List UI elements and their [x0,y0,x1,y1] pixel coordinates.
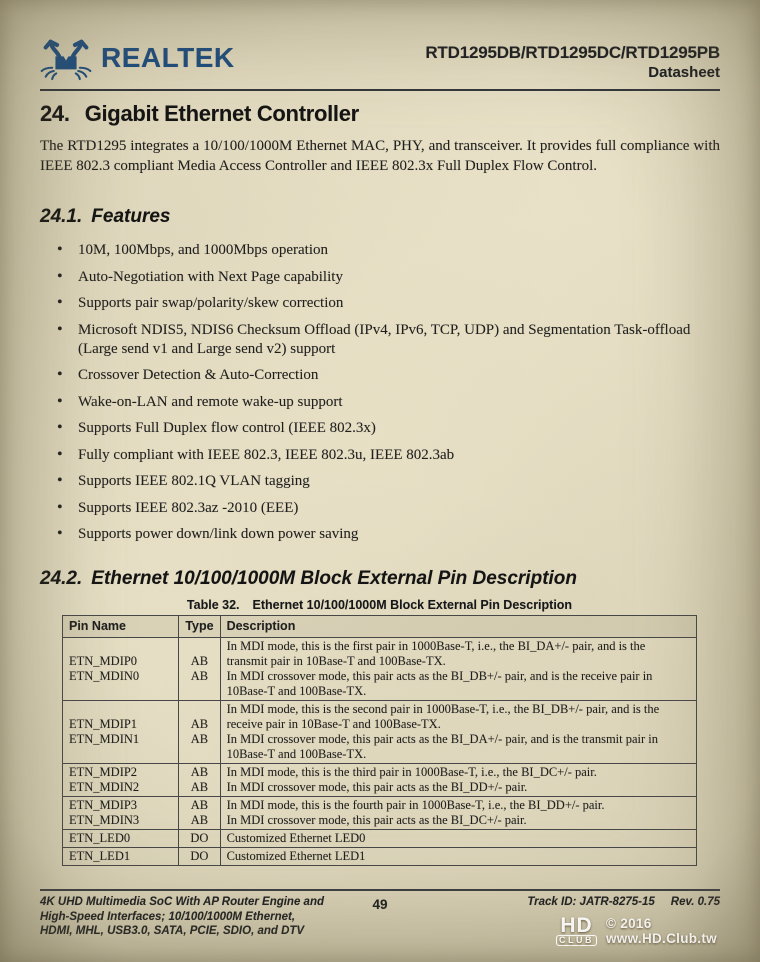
feature-item: • Crossover Detection & Auto-Correction [40,366,720,385]
realtek-logo [40,34,235,82]
pin-description-cell: In MDI mode, this is the third pair in 1000Base-T, i.e., the BI_DC+/- pair. In MDI crossover mode, this pair acts as the BI_DD+/- pair. [220,764,696,797]
revision: Rev. 0.75 [670,896,720,908]
features-heading [40,206,720,228]
table-caption [62,598,697,612]
pin-name-cell: ETN_MDIP2 ETN_MDIN2 [63,764,179,797]
pin-heading-number: 24.2. [40,568,83,589]
table-caption-text: Ethernet 10/100/1000M Block External Pin Description [252,598,573,612]
column-header-type: Type [179,616,220,638]
track-id: Track ID: JATR-8275-15 [527,896,655,908]
pin-description-table [62,615,697,866]
feature-item: • Fully compliant with IEEE 802.3, IEEE 802.3u, IEEE 802.3ab [40,446,720,465]
pin-type-cell: DO [179,830,220,848]
feature-item: • 10M, 100Mbps, and 1000Mbps operation [40,241,720,260]
pin-type-cell: AB AB [179,701,220,764]
pin-name-cell: ETN_LED0 [63,830,179,848]
pin-description-cell: In MDI mode, this is the second pair in 1000Base-T, i.e., the BI_DB+/- pair, and is the receive pair in 10Base-T and 100Base-TX. In MDI crossover mode, this pair acts as the BI_DA+/- pair, and is the transmit pair in 10Base-T and 100Base-TX. [220,701,696,764]
pin-type-cell: AB AB [179,797,220,830]
pin-name-cell: ETN_MDIP3 ETN_MDIN3 [63,797,179,830]
pin-name-cell: ETN_MDIP1 ETN_MDIN1 [63,701,179,764]
hdclub-watermark [556,913,760,946]
hdclub-logo-top: HD [560,913,593,937]
features-list [40,241,720,544]
pin-description-cell: Customized Ethernet LED0 [220,830,696,848]
header-doc-info [425,42,720,82]
table-row [63,830,697,848]
footer-description-line: HDMI, MHL, USB3.0, SATA, PCIE, SDIO, and DTV [40,925,305,937]
page-number: 49 [372,897,388,912]
pin-description-cell: In MDI mode, this is the first pair in 1000Base-T, i.e., the BI_DA+/- pair, and is the transmit pair in 10Base-T and 100Base-TX. In MDI crossover mode, this pair acts as the BI_DB+/- pair, and is the receive pair in 10Base-T and 100Base-TX. [220,638,696,701]
footer-description-line: High-Speed Interfaces; 10/100/1000M Ethernet, [40,910,296,923]
pin-name-cell: ETN_LED1 [63,848,179,866]
hdclub-logo-bottom: CLUB [556,935,597,946]
column-header-pin-name: Pin Name [63,616,179,638]
table-row [63,797,697,830]
pin-type-cell: AB AB [179,764,220,797]
table-row [63,638,697,701]
footer-description [40,895,370,939]
page-content [40,91,720,866]
feature-item: • Supports power down/link down power saving [40,525,720,544]
section-title [40,101,720,127]
feature-item: • Wake-on-LAN and remote wake-up support [40,393,720,412]
table-row [63,848,697,866]
pin-name-cell: ETN_MDIP0 ETN_MDIN0 [63,638,179,701]
features-heading-text: Features [91,206,171,227]
feature-item: • Supports Full Duplex flow control (IEEE 802.3x) [40,419,720,438]
feature-item: • Microsoft NDIS5, NDIS6 Checksum Offload (IPv4, IPv6, TCP, UDP) and Segmentation Task-offload (Large send v1 and Large send v2) support [40,321,720,359]
table-caption-label: Table 32. [186,598,240,612]
pin-type-cell: AB AB [179,638,220,701]
feature-item: • Supports pair swap/polarity/skew correction [40,294,720,313]
pin-description-cell: Customized Ethernet LED1 [220,848,696,866]
hdclub-logo-icon [556,913,597,946]
pin-description-heading [40,568,720,590]
brand-wordmark: REALTEK [101,42,235,73]
feature-item: • Supports IEEE 802.1Q VLAN tagging [40,472,720,491]
realtek-crab-icon [40,34,92,82]
features-heading-number: 24.1. [40,206,83,227]
model-numbers: RTD1295DB/RTD1295DC/RTD1295PB [425,43,720,62]
doc-type-label: Datasheet [648,64,720,81]
pin-description-cell: In MDI mode, this is the fourth pair in 1000Base-T, i.e., the BI_DD+/- pair. In MDI crossover mode, this pair acts as the BI_DC+/- pair. [220,797,696,830]
watermark-copyright-text: © 2016 www.HD.Club.tw [606,916,717,946]
footer-description-line: 4K UHD Multimedia SoC With AP Router Engine and [40,896,324,908]
column-header-description: Description [220,616,696,638]
table-row [63,701,697,764]
section-intro-paragraph: The RTD1295 integrates a 10/100/1000M Ethernet MAC, PHY, and transceiver. It provides full compliance with IEEE 802.3 compliant Media Access Controller and IEEE 802.3x Full Duplex Flow Control. [40,138,720,174]
section-number: 24. [40,101,70,126]
feature-item: • Auto-Negotiation with Next Page capability [40,268,720,287]
pin-heading-text: Ethernet 10/100/1000M Block External Pin Description [91,568,578,589]
pin-type-cell: DO [179,848,220,866]
page-header [40,0,720,91]
table-header-row [63,616,697,638]
table-row [63,764,697,797]
track-id-revision [527,896,720,908]
section-title-text: Gigabit Ethernet Controller [84,101,359,126]
feature-item: • Supports IEEE 802.3az -2010 (EEE) [40,499,720,518]
